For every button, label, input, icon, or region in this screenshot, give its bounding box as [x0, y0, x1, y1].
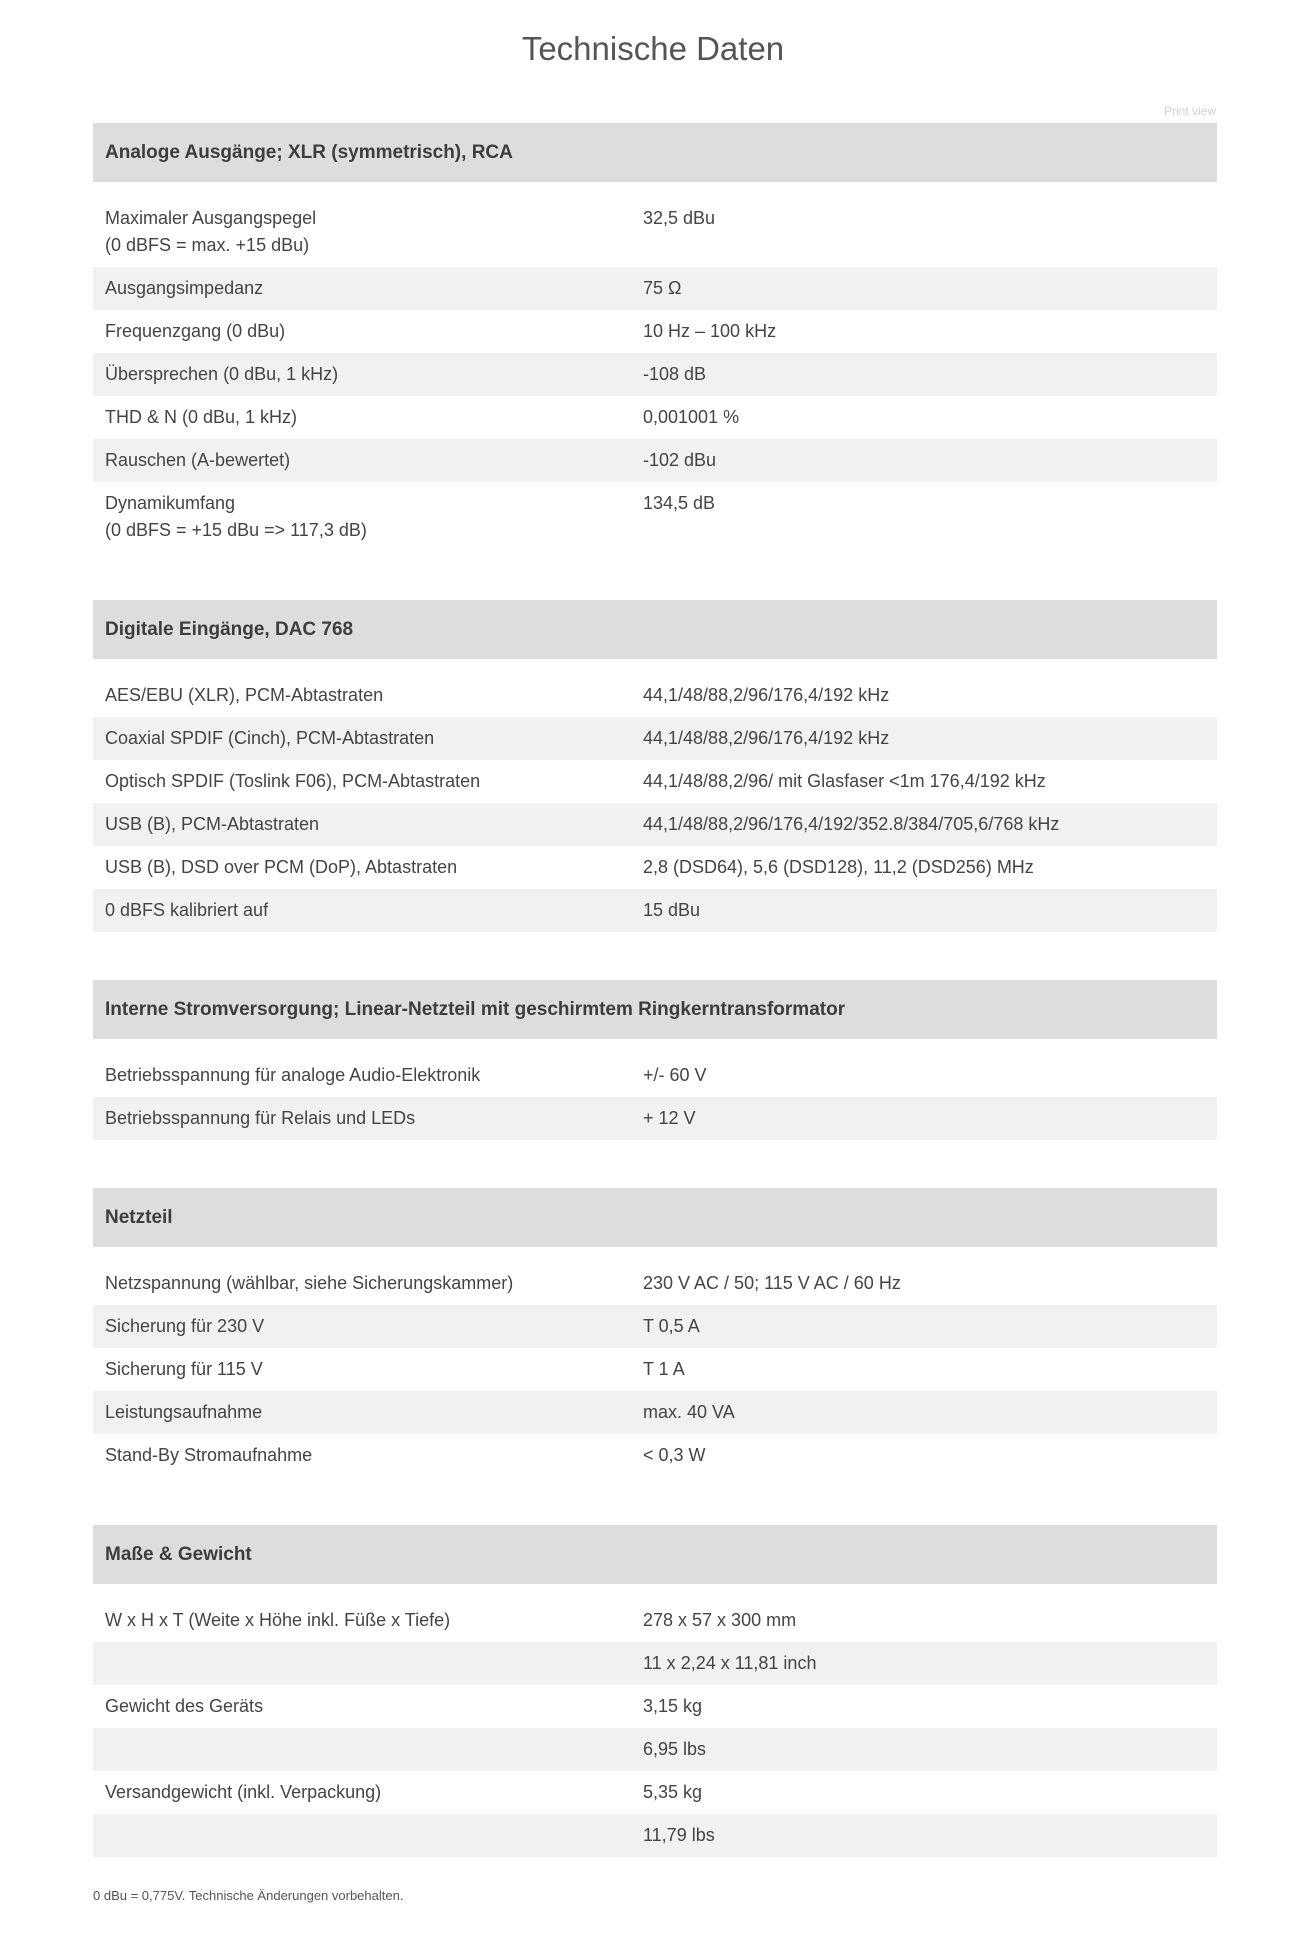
- spec-section: [93, 1525, 1217, 1857]
- section-header: Interne Stromversorgung; Linear-Netzteil mit geschirmtem Ringkerntransformator: [93, 980, 1217, 1039]
- spec-label: Coaxial SPDIF (Cinch), PCM-Abtastraten: [105, 728, 435, 748]
- spec-label: Dynamikumfang (0 dBFS = +15 dBu => 117,3 dB): [105, 493, 367, 540]
- spec-label: Stand-By Stromaufnahme: [105, 1445, 313, 1465]
- spec-row: [93, 1391, 1217, 1434]
- spec-label: Leistungsaufnahme: [105, 1402, 263, 1422]
- spec-label: AES/EBU (XLR), PCM-Abtastraten: [105, 685, 384, 705]
- spec-row: [93, 353, 1217, 396]
- spec-row: [93, 803, 1217, 846]
- spec-value: 11 x 2,24 x 11,81 inch: [643, 1653, 817, 1673]
- spec-row: [93, 1305, 1217, 1348]
- spec-label: THD & N (0 dBu, 1 kHz): [105, 407, 298, 427]
- spec-row: [93, 1814, 1217, 1857]
- spec-label: Ausgangsimpedanz: [105, 278, 264, 298]
- spec-row: [93, 846, 1217, 889]
- spec-value: 230 V AC / 50; 115 V AC / 60 Hz: [643, 1273, 901, 1293]
- section-header: Netzteil: [93, 1188, 1217, 1247]
- spec-row: [93, 1262, 1217, 1305]
- spec-value: 5,35 kg: [643, 1782, 703, 1802]
- section-header: Digitale Eingänge, DAC 768: [93, 600, 1217, 659]
- spec-row: [93, 1685, 1217, 1728]
- spec-value: 11,79 lbs: [643, 1825, 715, 1845]
- section-header: Maße & Gewicht: [93, 1525, 1217, 1584]
- spec-label: Sicherung für 230 V: [105, 1316, 265, 1336]
- spec-row: [93, 396, 1217, 439]
- spec-content: [93, 123, 1217, 1905]
- spec-value: 44,1/48/88,2/96/176,4/192/352.8/384/705,6/768 kHz: [643, 814, 1060, 834]
- spec-value: -108 dB: [643, 364, 707, 384]
- spec-value: T 1 A: [643, 1359, 685, 1379]
- spec-label: Betriebsspannung für analoge Audio-Elektronik: [105, 1065, 481, 1085]
- spec-value: 44,1/48/88,2/96/176,4/192 kHz: [643, 685, 890, 705]
- spec-table: [93, 197, 1217, 552]
- spec-row: [93, 1054, 1217, 1097]
- spec-label: [93, 1642, 631, 1685]
- footnote: 0 dBu = 0,775V. Technische Änderungen vorbehalten.: [93, 1888, 404, 1903]
- spec-label: Rauschen (A-bewertet): [105, 450, 291, 470]
- spec-value: < 0,3 W: [643, 1445, 706, 1465]
- spec-value: 3,15 kg: [643, 1696, 703, 1716]
- spec-value: 44,1/48/88,2/96/176,4/192 kHz: [643, 728, 890, 748]
- spec-row: [93, 889, 1217, 932]
- spec-value: 0,001001 %: [643, 407, 740, 427]
- spec-value: max. 40 VA: [643, 1402, 735, 1422]
- spec-label: Versandgewicht (inkl. Verpackung): [105, 1782, 382, 1802]
- spec-label: Sicherung für 115 V: [105, 1359, 263, 1379]
- spec-label: Frequenzgang (0 dBu): [105, 321, 286, 341]
- spec-row: [93, 717, 1217, 760]
- spec-label: 0 dBFS kalibriert auf: [105, 900, 269, 920]
- spec-table: [93, 1054, 1217, 1140]
- spec-label: USB (B), DSD over PCM (DoP), Abtastraten: [105, 857, 458, 877]
- spec-value: +/- 60 V: [643, 1065, 707, 1085]
- spec-value: 10 Hz – 100 kHz: [643, 321, 777, 341]
- spec-row: [93, 197, 1217, 267]
- spec-label: USB (B), PCM-Abtastraten: [105, 814, 320, 834]
- spec-row: [93, 267, 1217, 310]
- spec-value: 2,8 (DSD64), 5,6 (DSD128), 11,2 (DSD256) MHz: [643, 857, 1034, 877]
- spec-value: 75 Ω: [643, 278, 682, 298]
- print-view-link[interactable]: Print view: [1163, 104, 1216, 118]
- spec-value: 278 x 57 x 300 mm: [643, 1610, 797, 1630]
- spec-row: [93, 1771, 1217, 1814]
- spec-row: [93, 482, 1217, 552]
- spec-value: 134,5 dB: [643, 493, 716, 513]
- spec-label: Betriebsspannung für Relais und LEDs: [105, 1108, 416, 1128]
- spec-table: [93, 1599, 1217, 1857]
- spec-row: [93, 1642, 1217, 1685]
- spec-label: Maximaler Ausgangspegel (0 dBFS = max. +15 dBu): [105, 208, 317, 255]
- spec-table: [93, 1262, 1217, 1477]
- spec-section: [93, 1188, 1217, 1477]
- spec-label: [93, 1814, 631, 1857]
- spec-label: Übersprechen (0 dBu, 1 kHz): [105, 364, 339, 384]
- spec-label: W x H x T (Weite x Höhe inkl. Füße x Tiefe): [105, 1610, 451, 1630]
- spec-label: Gewicht des Geräts: [105, 1696, 264, 1716]
- spec-row: [93, 1599, 1217, 1642]
- spec-value: 32,5 dBu: [643, 208, 716, 228]
- spec-label: Netzspannung (wählbar, siehe Sicherungskammer): [105, 1273, 514, 1293]
- spec-row: [93, 1434, 1217, 1477]
- spec-section: [93, 980, 1217, 1140]
- spec-row: [93, 310, 1217, 353]
- spec-value: 6,95 lbs: [643, 1739, 707, 1759]
- spec-value: 15 dBu: [643, 900, 701, 920]
- spec-row: [93, 760, 1217, 803]
- spec-label: Optisch SPDIF (Toslink F06), PCM-Abtastraten: [105, 771, 481, 791]
- spec-label: [93, 1728, 631, 1771]
- spec-section: [93, 600, 1217, 932]
- section-header: Analoge Ausgänge; XLR (symmetrisch), RCA: [93, 123, 1217, 182]
- spec-row: [93, 439, 1217, 482]
- spec-value: + 12 V: [643, 1108, 696, 1128]
- page-title: Technische Daten: [521, 30, 785, 67]
- spec-table: [93, 674, 1217, 932]
- spec-row: [93, 1097, 1217, 1140]
- spec-row: [93, 1728, 1217, 1771]
- spec-section: [93, 123, 1217, 552]
- spec-row: [93, 1348, 1217, 1391]
- spec-value: -102 dBu: [643, 450, 717, 470]
- spec-value: T 0,5 A: [643, 1316, 700, 1336]
- spec-row: [93, 674, 1217, 717]
- spec-value: 44,1/48/88,2/96/ mit Glasfaser <1m 176,4/192 kHz: [643, 771, 1046, 791]
